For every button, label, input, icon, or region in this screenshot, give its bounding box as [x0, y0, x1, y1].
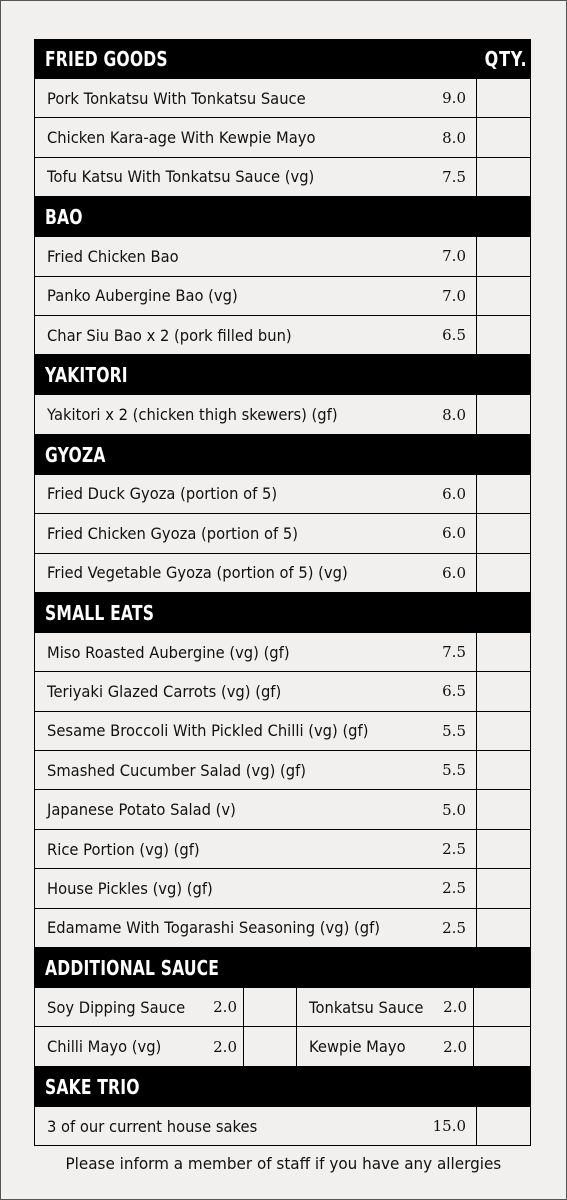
menu-item-row — [34, 514, 531, 553]
quantity-box[interactable] — [476, 79, 530, 117]
menu-item-row — [34, 672, 531, 711]
item-name — [35, 633, 416, 671]
item-name — [35, 237, 416, 275]
item-name — [35, 277, 416, 315]
item-name-text: Panko Aubergine Bao (vg) — [47, 286, 238, 306]
section-header-small-eats — [34, 593, 531, 633]
allergy-notice: Please inform a member of staff if you have any allergies — [65, 1154, 502, 1173]
item-name-text: Fried Chicken Gyoza (portion of 5) — [47, 523, 299, 543]
item-price: 5.0 — [442, 800, 466, 819]
item-name — [35, 514, 416, 552]
item-price: 7.5 — [442, 643, 466, 662]
item-name-text: 3 of our current house sakes — [47, 1116, 258, 1136]
item-name — [35, 395, 416, 433]
item-name — [35, 316, 416, 354]
qty-column-label: QTY. — [484, 47, 527, 71]
section-title: SMALL EATS — [45, 600, 155, 625]
menu-item-row — [34, 869, 531, 908]
quantity-box[interactable] — [476, 316, 530, 354]
item-name-text: Japanese Potato Salad (v) — [47, 800, 236, 820]
item-price: 9.0 — [442, 89, 466, 108]
item-price: 2.5 — [442, 840, 466, 859]
menu-item-row — [34, 830, 531, 869]
item-name-text: Char Siu Bao x 2 (pork filled bun) — [47, 325, 292, 345]
item-price: 2.5 — [442, 879, 466, 898]
quantity-box[interactable] — [476, 751, 530, 789]
menu-item-row — [34, 316, 531, 355]
sauce-row — [34, 1027, 531, 1066]
sauce-name-text: Chilli Mayo (vg) — [47, 1037, 162, 1057]
sauce-name — [35, 1027, 195, 1065]
section-header-bao — [34, 197, 531, 237]
quantity-box[interactable] — [476, 633, 530, 671]
item-name — [35, 790, 416, 828]
item-price: 2.5 — [442, 918, 466, 937]
item-price: 7.0 — [442, 247, 466, 266]
item-name — [35, 672, 416, 710]
item-name-text: Fried Vegetable Gyoza (portion of 5) (vg) — [47, 563, 348, 583]
sauce-price: 2.0 — [443, 998, 467, 1017]
quantity-box[interactable] — [476, 395, 530, 433]
section-title: SAKE TRIO — [45, 1074, 140, 1099]
item-price: 5.5 — [442, 721, 466, 740]
quantity-box[interactable] — [476, 672, 530, 710]
quantity-box[interactable] — [243, 988, 297, 1026]
item-price: 6.0 — [442, 563, 466, 582]
item-price: 15.0 — [432, 1117, 466, 1135]
item-price: 6.0 — [442, 524, 466, 543]
item-price: 8.0 — [442, 128, 466, 147]
quantity-box[interactable] — [476, 712, 530, 750]
item-name-text: Pork Tonkatsu With Tonkatsu Sauce — [47, 88, 306, 108]
item-name — [35, 118, 416, 156]
menu-item-row — [34, 118, 531, 157]
sauce-price: 2.0 — [213, 1037, 237, 1056]
quantity-box[interactable] — [476, 514, 530, 552]
quantity-box[interactable] — [476, 475, 530, 513]
quantity-box[interactable] — [476, 830, 530, 868]
item-name — [35, 712, 416, 750]
menu-item-row — [34, 1107, 531, 1146]
section-header-yakitori — [34, 355, 531, 395]
item-name — [35, 79, 416, 117]
menu-item-row — [34, 712, 531, 751]
sauce-price: 2.0 — [443, 1037, 467, 1056]
menu-item-row — [34, 751, 531, 790]
item-name — [35, 909, 416, 947]
section-header-sake-trio — [34, 1067, 531, 1107]
section-header-additional-sauce — [34, 948, 531, 988]
menu-item-row — [34, 554, 531, 593]
sauce-name-text: Soy Dipping Sauce — [47, 997, 186, 1017]
quantity-box[interactable] — [476, 1107, 530, 1145]
menu-item-row — [34, 475, 531, 514]
item-name-text: Fried Chicken Bao — [47, 246, 179, 266]
sauce-name-text: Kewpie Mayo — [309, 1037, 406, 1057]
item-price: 8.0 — [442, 405, 466, 424]
item-name — [35, 830, 416, 868]
item-name-text: Teriyaki Glazed Carrots (vg) (gf) — [47, 681, 282, 701]
item-price: 6.0 — [442, 484, 466, 503]
menu-item-row — [34, 790, 531, 829]
sauce-name — [297, 988, 424, 1026]
item-name-text: Fried Duck Gyoza (portion of 5) — [47, 484, 278, 504]
sauce-name-text: Tonkatsu Sauce — [309, 997, 424, 1017]
quantity-box[interactable] — [476, 869, 530, 907]
item-name — [35, 869, 416, 907]
item-name — [35, 554, 416, 592]
quantity-box[interactable] — [476, 277, 530, 315]
menu-item-row — [34, 79, 531, 118]
item-price: 5.5 — [442, 761, 466, 780]
sauce-name — [297, 1027, 417, 1065]
item-price: 6.5 — [442, 682, 466, 701]
item-name-text: Chicken Kara-age With Kewpie Mayo — [47, 128, 316, 148]
menu-item-row — [34, 237, 531, 276]
item-name-text: Yakitori x 2 (chicken thigh skewers) (gf) — [47, 405, 338, 425]
item-name — [35, 1107, 416, 1145]
section-header-gyoza — [34, 435, 531, 475]
quantity-box[interactable] — [473, 988, 530, 1026]
item-name — [35, 751, 416, 789]
item-name-text: Edamame With Togarashi Seasoning (vg) (gf) — [47, 918, 380, 938]
item-name-text: Rice Portion (vg) (gf) — [47, 839, 200, 859]
quantity-box[interactable] — [243, 1027, 297, 1065]
item-name — [35, 475, 416, 513]
quantity-box[interactable] — [476, 790, 530, 828]
item-price: 7.0 — [442, 286, 466, 305]
quantity-box[interactable] — [476, 909, 530, 947]
quantity-box[interactable] — [476, 158, 530, 196]
section-header-fried-goods — [34, 39, 531, 79]
item-name-text: Smashed Cucumber Salad (vg) (gf) — [47, 760, 307, 780]
item-price: 6.5 — [442, 326, 466, 345]
sauce-name — [35, 988, 195, 1026]
section-title: GYOZA — [45, 442, 106, 467]
item-name-text: Sesame Broccoli With Pickled Chilli (vg) (gf) — [47, 721, 369, 741]
sauce-price: 2.0 — [213, 998, 237, 1017]
sauce-row — [34, 988, 531, 1027]
quantity-box[interactable] — [473, 1027, 530, 1065]
item-name-text: House Pickles (vg) (gf) — [47, 878, 213, 898]
item-price: 7.5 — [442, 167, 466, 186]
section-title: BAO — [45, 205, 83, 230]
quantity-box[interactable] — [476, 118, 530, 156]
item-name-text: Miso Roasted Aubergine (vg) (gf) — [47, 642, 290, 662]
menu-item-row — [34, 909, 531, 948]
order-sheet — [34, 39, 531, 1146]
section-title: ADDITIONAL SAUCE — [45, 956, 220, 981]
section-title: YAKITORI — [45, 363, 128, 388]
quantity-box[interactable] — [476, 237, 530, 275]
item-name-text: Tofu Katsu With Tonkatsu Sauce (vg) — [47, 167, 315, 187]
section-title: FRIED GOODS — [45, 47, 168, 71]
menu-item-row — [34, 158, 531, 197]
item-name — [35, 158, 416, 196]
menu-item-row — [34, 277, 531, 316]
quantity-box[interactable] — [476, 554, 530, 592]
menu-item-row — [34, 633, 531, 672]
menu-item-row — [34, 395, 531, 434]
